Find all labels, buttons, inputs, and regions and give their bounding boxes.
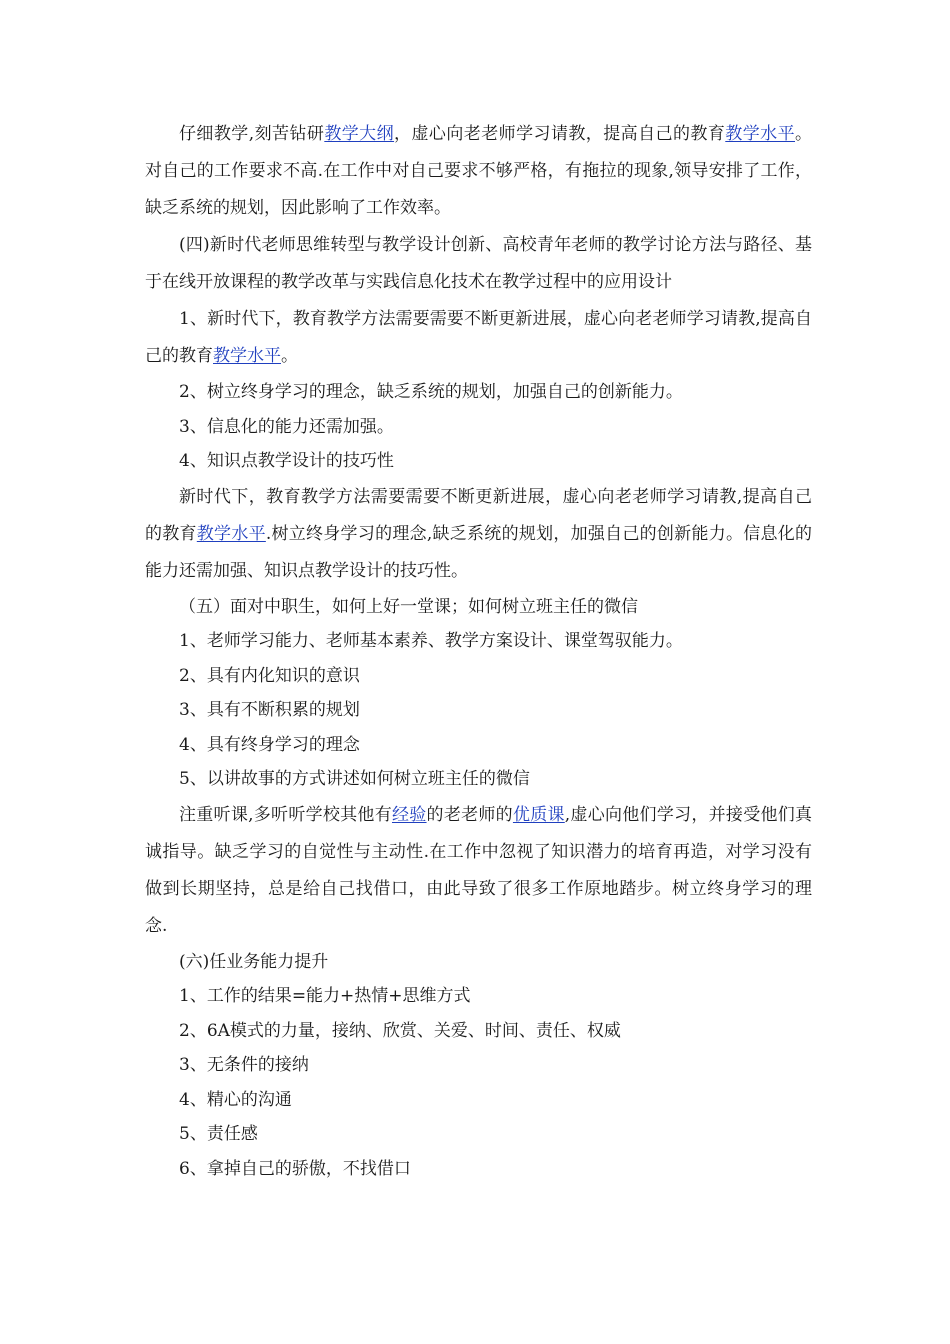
section-4-summary: 新时代下，教育教学方法需要需要不断更新进展，虚心向老老师学习请教,提高自己的教育教学水平.树立终身学习的理念,缺乏系统的规划，加强自己的创新能力。信息化的能力还需加强、知识点教学设计的技巧性。 [145,486,813,581]
paragraph-teaching-reflection: 仔细教学,刻苦钻研教学大纲，虚心向老老师学习请教，提高自己的教育教学水平。对自己的工作要求不高.在工作中对自己要求不够严格，有拖拉的现象,领导安排了工作，缺乏系统的规划，因此影响了工作效率。 [145,124,813,218]
section-5-item-1: 1、老师学习能力、老师基本素养、教学方案设计、课堂驾驭能力。 [179,631,683,651]
section-5-heading: （五）面对中职生，如何上好一堂课；如何树立班主任的微信 [179,596,638,617]
section-4-heading: (四)新时代老师思维转型与教学设计创新、高校青年老师的教学讨论方法与路径、基于在线开放课程的教学改革与实践信息化技术在教学过程中的应用设计 [145,235,812,292]
section-4-item-1: 1、新时代下，教育教学方法需要需要不断更新进展，虚心向老老师学习请教,提高自己的教育教学水平。 [145,309,812,366]
section-6-heading: (六)任业务能力提升 [179,951,329,972]
section-6-item-1: 1、工作的结果=能力+热情+思维方式 [179,986,471,1006]
section-4-item-2: 2、树立终身学习的理念，缺乏系统的规划，加强自己的创新能力。 [179,382,683,402]
section-4-item-4: 4、知识点教学设计的技巧性 [179,451,394,471]
link-teaching-level[interactable]: 教学水平 [213,346,281,366]
link-experience[interactable]: 经验 [391,804,427,825]
section-6-item-4: 4、精心的沟通 [179,1089,292,1110]
section-5-item-3: 3、具有不断积累的规划 [179,700,360,720]
section-5-item-4: 4、具有终身学习的理念 [179,734,360,755]
section-6-item-5: 5、责任感 [179,1124,258,1144]
section-4-item-3: 3、信息化的能力还需加强。 [179,416,394,437]
section-5-summary: 注重听课,多听听学校其他有经验的老老师的优质课,虚心向他们学习，并接受他们真诚指导。缺乏学习的自觉性与主动性.在工作中忽视了知识潜力的培育再造，对学习没有做到长期坚持，总是给自己找借口，由此导致了很多工作原地踏步。树立终身学习的理念. [145,804,813,936]
link-teaching-level[interactable]: 教学水平 [196,523,266,544]
section-5-item-5: 5、以讲故事的方式讲述如何树立班主任的微信 [179,769,530,789]
section-6-item-6: 6、拿掉自己的骄傲，不找借口 [179,1158,411,1179]
section-6-item-3: 3、无条件的接纳 [179,1055,309,1075]
link-quality-course[interactable]: 优质课 [512,804,565,825]
section-6-item-2: 2、6A模式的力量，接纳、欣赏、关爱、时间、责任、权威 [179,1020,621,1041]
link-teaching-syllabus[interactable]: 教学大纲 [324,124,395,144]
section-5-item-2: 2、具有内化知识的意识 [179,665,360,686]
link-teaching-level[interactable]: 教学水平 [725,124,796,144]
